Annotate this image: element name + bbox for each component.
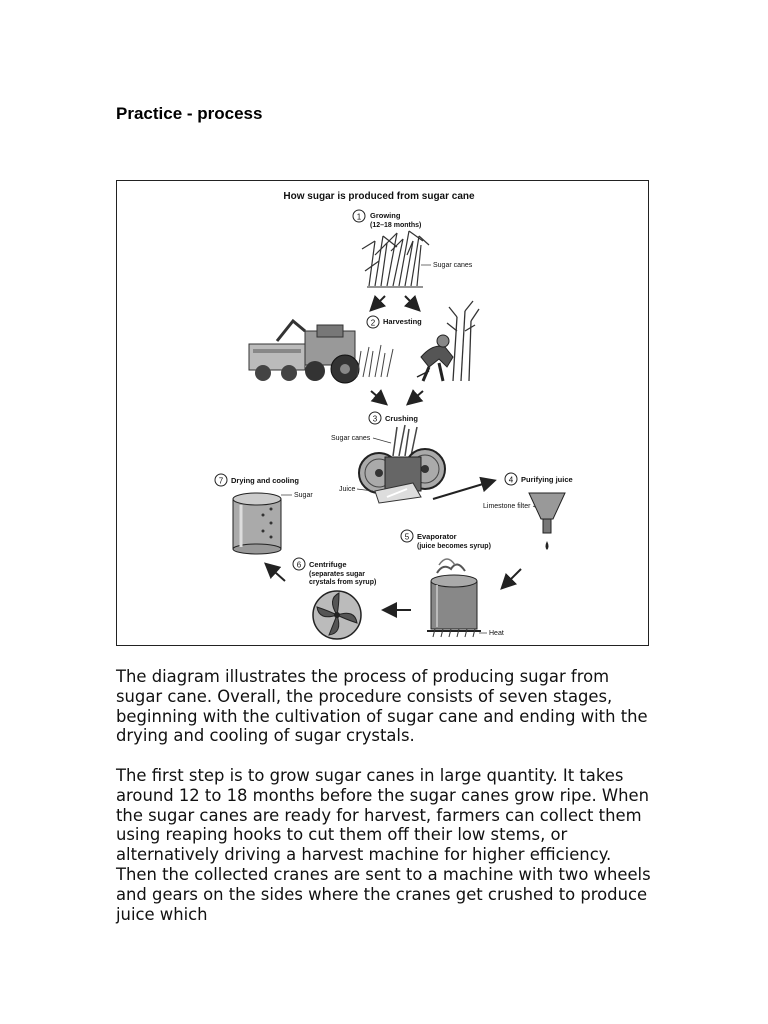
sugar-canes-label: Sugar canes bbox=[331, 435, 371, 442]
process-diagram bbox=[116, 180, 649, 646]
juice-label: Juice bbox=[339, 486, 356, 493]
step-label: Drying and cooling bbox=[231, 476, 299, 485]
arrow-down-right bbox=[371, 391, 385, 403]
step-crushing bbox=[369, 412, 418, 424]
step-harvesting bbox=[367, 316, 422, 328]
step-label: Purifying juice bbox=[521, 475, 573, 484]
step-number: 7 bbox=[218, 476, 224, 486]
arrow-down-right bbox=[405, 296, 418, 309]
heat-label: Heat bbox=[489, 630, 504, 637]
step-label: Evaporator bbox=[417, 532, 457, 541]
step-centrifuge bbox=[293, 558, 376, 586]
arrow-right bbox=[433, 481, 493, 499]
farmer-with-reaping-hook-illustration bbox=[417, 301, 479, 381]
page-heading: Practice - process bbox=[116, 104, 263, 123]
step-number: 5 bbox=[404, 532, 410, 542]
step-evaporator bbox=[401, 530, 491, 550]
limestone-filter-label: Limestone filter bbox=[483, 503, 531, 510]
evaporator-illustration bbox=[427, 559, 481, 637]
diagram-canvas bbox=[117, 181, 650, 647]
step-label: Crushing bbox=[385, 414, 418, 423]
sugar-canes-label: Sugar canes bbox=[433, 262, 473, 269]
paragraph-intro: The diagram illustrates the process of producing sugar from sugar cane. Overall, the procedure consists of seven stages, beginning with the cultivation of sugar cane and ending with the drying and cooling of sugar crystals. bbox=[116, 667, 648, 746]
step-sublabel: (separates sugar bbox=[309, 571, 366, 578]
step-label: Harvesting bbox=[383, 317, 422, 326]
arrow-down-left bbox=[503, 569, 521, 587]
sugar-cane-field-illustration bbox=[362, 231, 429, 287]
diagram-title: How sugar is produced from sugar cane bbox=[283, 191, 475, 202]
step-growing bbox=[353, 210, 421, 229]
arrow-up-left bbox=[267, 565, 285, 581]
crushing-machine-illustration bbox=[359, 425, 445, 503]
paragraph-body: The first step is to grow sugar canes in large quantity. It takes around 12 to 18 months before the sugar canes grow ripe. When the sugar canes are ready for harvest, farmers can collect them using reaping hooks to cut them off their low stems, or alternatively driving a harvest machine for higher efficiency. Then the collected cranes are sent to a machine with two wheels and gears on the sides where the cranes get crushed to produce juice which bbox=[116, 765, 651, 924]
step-label: Centrifuge bbox=[309, 560, 347, 569]
step-number: 3 bbox=[372, 414, 378, 424]
arrow-down-left bbox=[409, 391, 423, 403]
harvester-machine-illustration bbox=[249, 318, 393, 383]
step-purifying-juice bbox=[505, 473, 573, 485]
step-sublabel: (juice becomes syrup) bbox=[417, 543, 491, 550]
limestone-filter-funnel-illustration bbox=[529, 493, 565, 550]
centrifuge-illustration bbox=[313, 591, 361, 639]
step-sublabel: crystals from syrup) bbox=[309, 579, 377, 586]
step-number: 2 bbox=[370, 318, 376, 328]
essay-body bbox=[116, 667, 656, 944]
step-label: Growing bbox=[370, 211, 401, 220]
step-number: 4 bbox=[508, 475, 514, 485]
arrow-down-left bbox=[372, 296, 385, 309]
step-drying-and-cooling bbox=[215, 474, 299, 486]
step-number: 1 bbox=[356, 212, 362, 222]
drying-drum-illustration bbox=[233, 493, 281, 554]
step-number: 6 bbox=[296, 560, 302, 570]
leader-line bbox=[373, 438, 391, 443]
sugar-label: Sugar bbox=[294, 492, 313, 499]
step-sublabel: (12–18 months) bbox=[370, 222, 422, 229]
